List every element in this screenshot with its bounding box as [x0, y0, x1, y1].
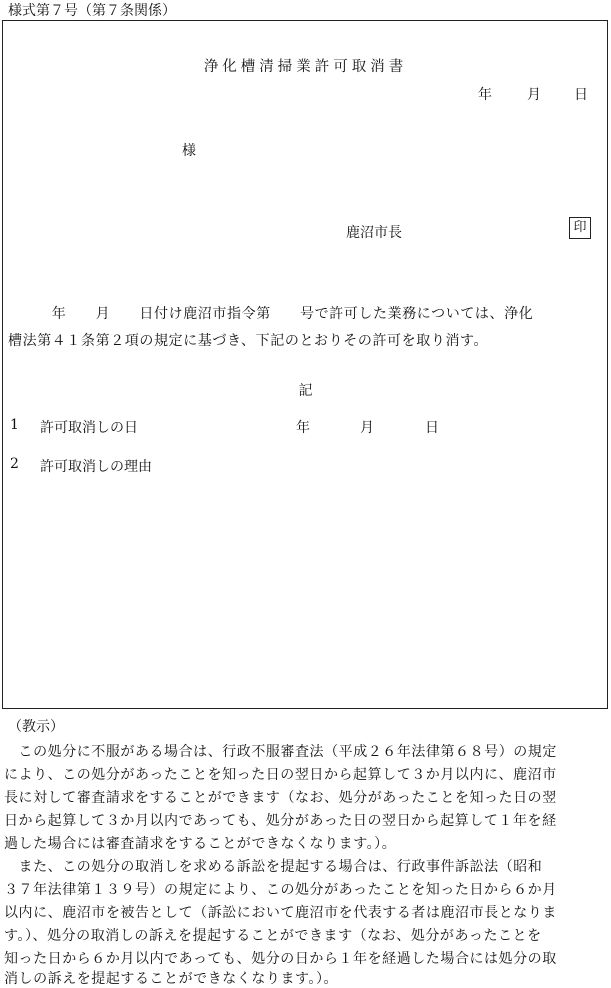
note-line: により、この処分があったことを知った日の翌日から起算して３か月以内に、鹿沼市 [4, 767, 557, 783]
document-title: 浄化槽清掃業許可取消書 [203, 59, 408, 75]
item-date-month: 月 [360, 420, 374, 436]
note-line: ３７年法律第１３９号）の規定により、この処分があったことを知った日から６か月 [4, 882, 557, 898]
note-line: 長に対して審査請求をすることができます（なお、処分があったことを知った日の翌 [4, 790, 557, 806]
date-day: 日 [574, 87, 588, 103]
date-month: 月 [527, 87, 541, 103]
date-year: 年 [478, 87, 492, 103]
document-frame [2, 20, 608, 709]
notes-heading: （教示） [8, 719, 64, 735]
issuer-name: 鹿沼市長 [346, 225, 402, 241]
note-line: 消しの訴えを提起することができなくなります。）。 [4, 971, 339, 987]
note-line: す。）、処分の取消しの訴えを提起することができます（なお、処分があったことを [4, 928, 542, 944]
item-number: 2 [10, 456, 19, 472]
item-date-year: 年 [296, 420, 310, 436]
item-label: 許可取消しの日 [40, 420, 138, 436]
note-line: また、この処分の取消しを求める訴訟を提起する場合は、行政事件訴訟法（昭和 [4, 859, 543, 875]
item-label: 許可取消しの理由 [40, 459, 152, 475]
item-date-day: 日 [425, 420, 439, 436]
body-line: 槽法第４１条第２項の規定に基づき、下記のとおりその許可を取り消す。 [8, 333, 489, 349]
item-number: 1 [10, 417, 19, 433]
form-number: 様式第７号（第７条関係） [8, 3, 176, 19]
note-line: 以内に、鹿沼市を被告として（訴訟において鹿沼市を代表する者は鹿沼市長となりま [4, 905, 557, 921]
body-line: 年 月 日付け鹿沼市指令第 号で許可した業務については、浄化 [8, 306, 534, 322]
ki-heading: 記 [298, 383, 313, 399]
addressee-suffix: 様 [182, 143, 196, 159]
seal-mark: 印 [569, 217, 591, 239]
note-line: 過した場合には審査請求をすることができなくなります。）。 [4, 836, 397, 852]
note-line: この処分に不服がある場合は、行政不服審査法（平成２６年法律第６８号）の規定 [4, 744, 557, 760]
note-line: 日から起算して３か月以内であっても、処分があった日の翌日から起算して１年を経 [4, 813, 557, 829]
note-line: 知った日から６か月以内であっても、処分の日から１年を経過した場合には処分の取 [4, 951, 557, 967]
